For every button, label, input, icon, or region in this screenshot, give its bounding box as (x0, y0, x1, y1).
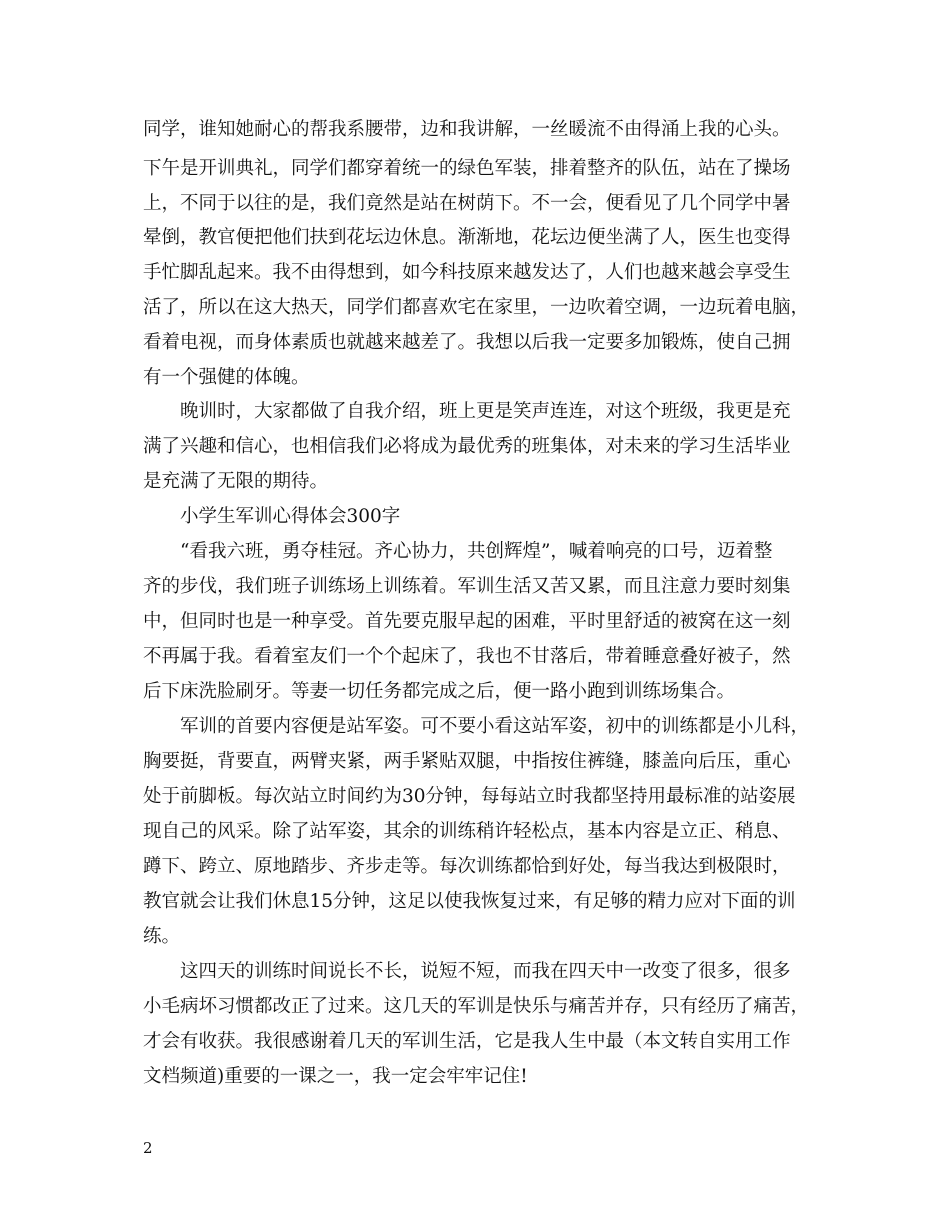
text-line: 这四天的训练时间说长不长，说短不短，而我在四天中一改变了很多，很多 (180, 961, 791, 982)
text-line: 处于前脚板。每次站立时间约为30分钟，每每站立时我都坚持用最标准的站姿展 (143, 786, 796, 807)
text-line: 练。 (143, 926, 181, 947)
text-line: 齐的步伐，我们班子训练场上训练着。军训生活又苦又累，而且注意力要时刻集 (143, 576, 791, 597)
text-line: 中，但同时也是一种享受。首先要克服早起的困难，平时里舒适的被窝在这一刻 (143, 611, 791, 632)
section-heading: 小学生军训心得体会300字 (180, 506, 401, 527)
text-line: 满了兴趣和信心，也相信我们必将成为最优秀的班集体，对未来的学习生活毕业 (143, 436, 791, 457)
text-line: 有一个强健的体魄。 (143, 367, 310, 388)
text-line: 不再属于我。看着室友们一个个起床了，我也不甘落后，带着睡意叠好被子，然 (143, 646, 791, 667)
text-line: 蹲下、跨立、原地踏步、齐步走等。每次训练都恰到好处，每当我达到极限时， (143, 856, 791, 877)
text-line: 军训的首要内容便是站军姿。可不要小看这站军姿，初中的训练都是小儿科， (180, 716, 810, 737)
text-line: 文档频道)重要的一课之一，我一定会牢牢记住! (143, 1066, 528, 1087)
text-line: 手忙脚乱起来。我不由得想到，如今科技原来越发达了，人们也越来越会享受生 (143, 262, 791, 283)
text-line: 教官就会让我们休息15分钟，这足以使我恢复过来，有足够的精力应对下面的训 (143, 891, 796, 912)
text-line: 上，不同于以往的是，我们竟然是站在树荫下。不一会，便看见了几个同学中暑 (143, 193, 791, 214)
text-line: 看着电视，而身体素质也就越来越差了。我想以后我一定要多加锻炼，使自己拥 (143, 332, 791, 353)
page-number: 2 (143, 1139, 153, 1157)
text-line: “看我六班，勇夺桂冠。齐心协力，共创辉煌”，喊着响亮的口号，迈着整 (180, 541, 773, 562)
text-line: 晚训时，大家都做了自我介绍，班上更是笑声连连，对这个班级，我更是充 (180, 401, 791, 422)
text-line: 后下床洗脸刷牙。等妻一切任务都完成之后，便一路小跑到训练场集合。 (143, 681, 736, 702)
text-line: 胸要挺，背要直，两臂夹紧，两手紧贴双腿，中指按住裤缝，膝盖向后压，重心 (143, 751, 791, 772)
text-line: 晕倒，教官便把他们扶到花坛边休息。渐渐地，花坛边便坐满了人，医生也变得 (143, 227, 791, 248)
text-line: 同学，谁知她耐心的帮我系腰带，边和我讲解，一丝暖流不由得涌上我的心头。 (143, 119, 791, 140)
text-line: 是充满了无限的期待。 (143, 471, 329, 492)
text-line: 小毛病坏习惯都改正了过来。这几天的军训是快乐与痛苦并存，只有经历了痛苦， (143, 996, 810, 1017)
text-line: 才会有收获。我很感谢着几天的军训生活，它是我人生中最（本文转自实用工作 (143, 1031, 791, 1052)
text-line: 活了，所以在这大热天，同学们都喜欢宅在家里，一边吹着空调，一边玩着电脑， (143, 297, 810, 318)
text-line: 下午是开训典礼，同学们都穿着统一的绿色军装，排着整齐的队伍，站在了操场 (143, 158, 791, 179)
text-line: 现自己的风采。除了站军姿，其余的训练稍许轻松点，基本内容是立正、稍息、 (143, 821, 791, 842)
